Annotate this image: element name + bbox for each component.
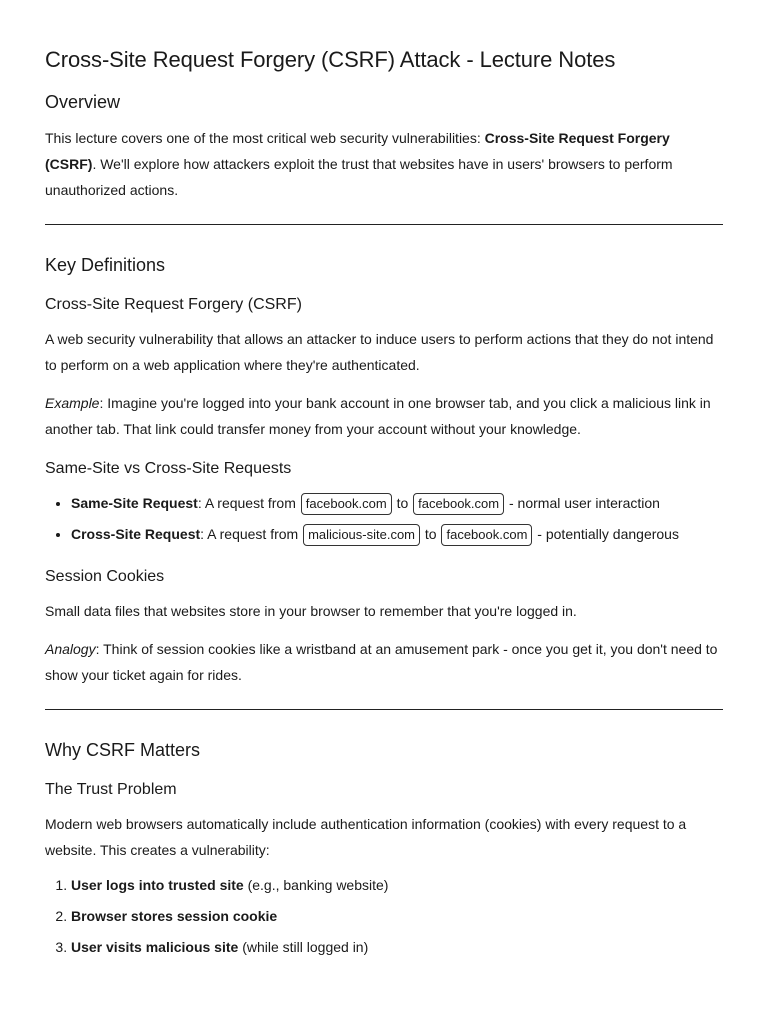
csrf-definition: A web security vulnerability that allows an attacker to induce users to perform actions that they do not intend to perform on a web application where they're authenticated. [45,331,714,373]
page-title: Cross-Site Request Forgery (CSRF) Attack - Lecture Notes [45,47,616,72]
overview-text-after: . We'll explore how attackers exploit the trust that websites have in users' browsers to perform unauthorized actions. [45,156,673,198]
example-label: Example [45,395,100,411]
domain-code: malicious-site.com [303,524,420,546]
request-text: - normal user interaction [505,495,660,511]
overview-heading: Overview [45,92,121,112]
csrf-example [45,390,723,442]
trust-paragraph: Modern web browsers automatically include authentication information (cookies) with every request to a website. This creates a vulnerability: [45,816,687,858]
cookies-heading: Session Cookies [45,568,165,585]
request-text: : A request from [197,495,300,511]
analogy-text: : Think of session cookies like a wristband at an amusement park - once you get it, you don't need to show your ticket again for rides. [45,641,718,683]
step-rest: (e.g., banking website) [243,877,389,893]
analogy-label: Analogy [45,641,96,657]
key-definitions-heading: Key Definitions [45,255,166,275]
step-bold: User logs into trusted site [71,877,244,893]
csrf-heading: Cross-Site Request Forgery (CSRF) [45,296,302,313]
domain-code: facebook.com [441,524,532,546]
overview-text-before: This lecture covers one of the most critical web security vulnerabilities: [45,130,485,146]
cookies-analogy [45,636,723,688]
list-item [71,870,723,901]
request-type-label: Same-Site Request [71,495,198,511]
overview-text-bold: Cross-Site Request Forgery (CSRF) [45,130,670,172]
list-item [71,932,723,963]
section-divider [45,224,723,225]
requests-heading: Same-Site vs Cross-Site Requests [45,460,292,477]
requests-list [45,488,723,550]
step-rest: (while still logged in) [238,939,369,955]
list-item [71,901,723,932]
request-type-label: Cross-Site Request [71,526,201,542]
example-text: : Imagine you're logged into your bank account in one browser tab, and you click a malicious link in another tab. That link could transfer money from your account without your knowledge. [45,395,711,437]
list-item [71,519,723,550]
list-item [71,488,723,519]
step-bold: Browser stores session cookie [71,908,278,924]
request-text: to [392,495,413,511]
request-text: to [421,526,441,542]
why-matters-heading: Why CSRF Matters [45,740,201,760]
request-text: : A request from [200,526,303,542]
trust-steps-list [45,870,723,963]
trust-heading: The Trust Problem [45,781,177,798]
domain-code: facebook.com [301,493,392,515]
request-text: - potentially dangerous [533,526,679,542]
overview-paragraph [45,125,723,203]
step-bold: User visits malicious site [71,939,239,955]
cookies-definition: Small data files that websites store in your browser to remember that you're logged in. [45,603,577,619]
section-divider [45,709,723,710]
domain-code: facebook.com [413,493,504,515]
